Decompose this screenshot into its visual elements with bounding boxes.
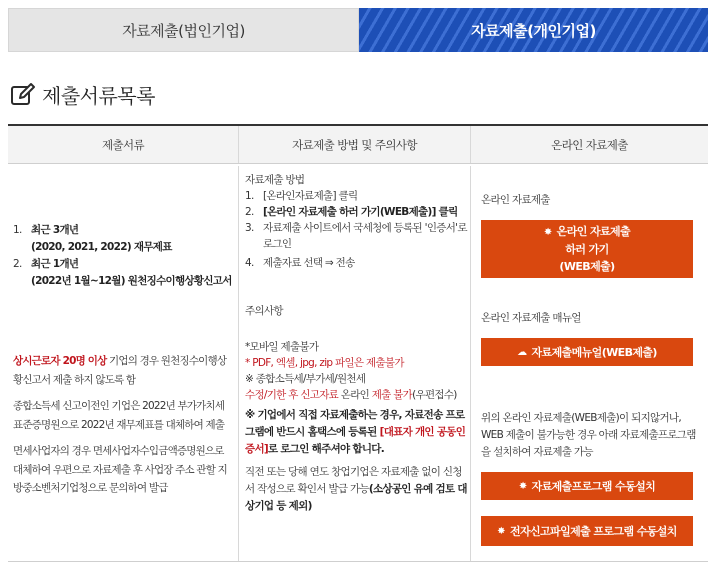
web-submit-button[interactable]: ✸ 온라인 자료제출 하러 가기 (WEB제출) [481,220,693,278]
submission-tabs [8,8,708,52]
manual-button[interactable]: ☁ 자료제출메뉴얼(WEB제출) [481,338,693,366]
list-item: 4. 제출자료 선택 ⇒ 전송 [245,257,355,269]
method-title: 자료제출 방법 [245,174,305,186]
list-item: 2. [온라인 자료제출 하러 가기(WEB제출)] 클릭 [245,206,458,218]
tab-corporate[interactable]: 자료제출(법인기업) [8,8,359,52]
method-column [238,166,470,561]
header-documents: 제출서류 [101,137,145,152]
header-online: 온라인 자료제출 [470,126,708,163]
mobile-notice: *모바일 제출불가 [245,341,319,353]
manual-label: 온라인 자료제출 매뉴얼 [481,312,581,324]
header-method: 자료제출 방법 및 주의사항 [238,126,470,163]
documents-notes [13,352,235,498]
startup-notice: 직전 또는 당해 연도 창업기업은 자료제출 없이 신청서 작성으로 확인서 발급 가능(소상공인 유예 검토 대상기업 등 제외) [245,466,467,512]
gear-icon: ✸ [497,525,505,537]
certificate-notice: ※ 기업에서 직접 자료제출하는 경우, 자료전송 프로그램에 반드시 홈택스에 등록된 [대표자 개인 공동인증서]로 로그인 해주셔야 합니다. [245,409,466,455]
note-taxfree: 면세사업자의 경우 면세사업자수입금액증명원으로 대체하여 우편으로 자료제출 후 사업장 주소 관할 지방중소벤처기업청으로 문의하여 발급 [13,445,227,494]
online-column [470,166,708,561]
section-header [10,80,155,109]
program-install-button[interactable]: ✸ 자료제출프로그램 수동설치 [481,472,693,500]
doc-title: 최근 3개년 [31,224,79,236]
fallback-notice: 위의 온라인 자료제출(WEB제출)이 되지않거나, WEB 제출이 불가능한 경우 아래 자료제출프로그램을 설치하여 자료제출 가능 [481,412,696,458]
cloud-download-icon: ☁ [517,346,527,358]
documents-table [8,124,708,562]
document-list [13,222,235,290]
table-header [8,126,708,164]
section-title: 제출서류목록 [42,84,155,108]
doc-detail: (2022년 1월~12월) 원천징수이행상황신고서 [31,275,232,287]
gear-icon: ✸ [518,480,527,492]
etax-install-button[interactable]: ✸ 전자신고파일제출 프로그램 수동설치 [481,516,693,546]
table-body [8,166,708,562]
note-employees: 상시근로자 20명 이상 기업의 경우 원천징수이행상황신고서 제출 하지 않도록 함 [13,355,227,386]
online-submit-label: 온라인 자료제출 [481,194,550,206]
documents-column [8,166,238,561]
note-vat: 종합소득세 신고이전인 기업은 2022년 부가가치세 표준증명원으로 2022년 재무제표를 대체하여 제출 [13,400,225,431]
caution-title: 주의사항 [245,305,283,317]
list-item: 3. 자료제출 사이트에서 국세청에 등록된 '인증서'로 로그인 [245,222,467,250]
list-item: 1. 최근 3개년 (2020, 2021, 2022) 재무제표 [13,224,172,253]
list-item: 1. [온라인자료제출] 클릭 [245,190,358,202]
gear-icon: ✸ [543,227,552,238]
tab-individual[interactable]: 자료제출(개인기업) [359,8,708,52]
doc-detail: (2020, 2021, 2022) 재무제표 [31,241,172,253]
list-item: 2. 최근 1개년 (2022년 1월~12월) 원천징수이행상황신고서 [13,258,232,287]
file-type-notice: * PDF, 엑셀, jpg, zip 파일은 제출불가 [245,357,404,369]
method-content [245,172,467,515]
edit-icon [10,82,36,108]
doc-title: 최근 1개년 [31,258,79,270]
tax-notice: ※ 종합소득세/부가세/원천세 수정/기한 후 신고자료 온라인 제출 불가(우편접수) [245,373,457,401]
